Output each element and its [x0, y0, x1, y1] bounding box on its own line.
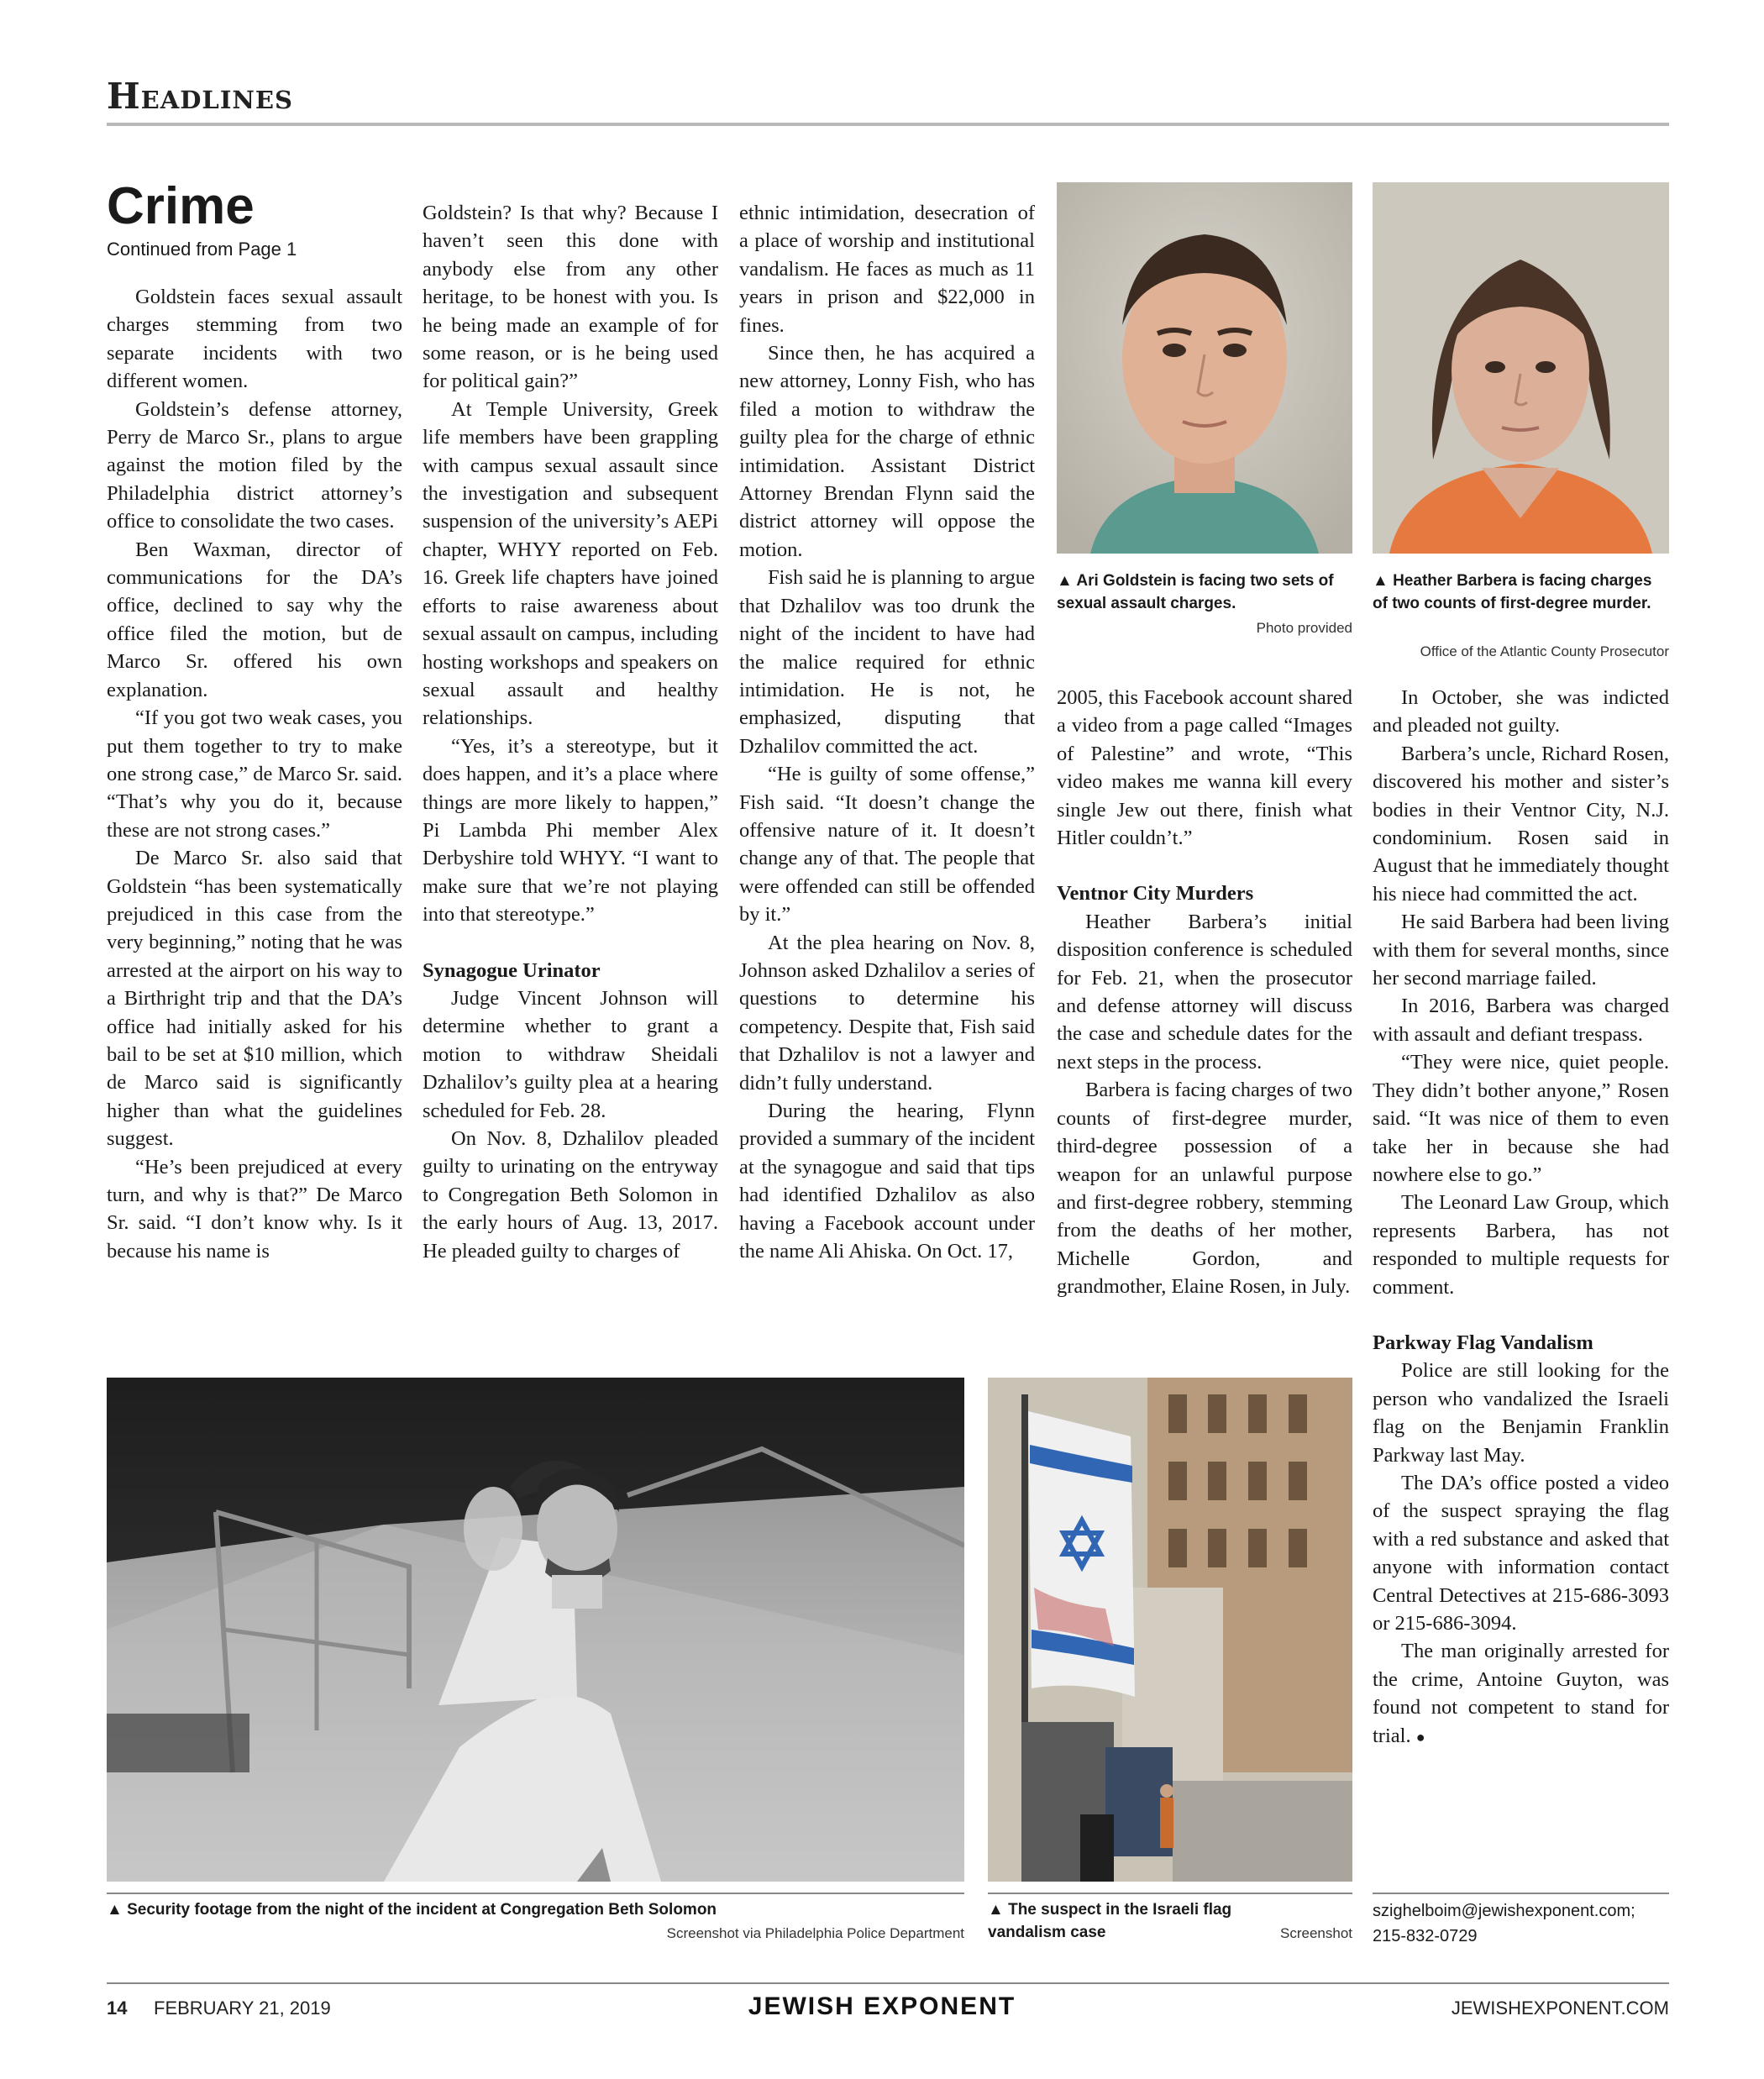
paragraph: “If you got two weak cases, you put them together to try to make one strong case,” de Marco Sr. said. “That’s why you do it, because these are not strong cases.”	[107, 706, 402, 842]
security-caption-rule	[107, 1893, 964, 1894]
paragraph: He said Barbera had been living with them for several months, since her second marriage failed.	[1373, 911, 1669, 990]
paragraph: Ben Waxman, director of communications for the DA’s office, declined to say why the office filed the motion, but de Marco Sr. offered his own explanation.	[107, 538, 402, 701]
barbera-portrait-image	[1373, 182, 1669, 554]
paragraph: On Nov. 8, Dzhalilov pleaded guilty to urinating on the entryway to Congregation Beth Solomon in the early hours of Aug. 13, 2017. He pleaded guilty to charges of	[423, 1127, 718, 1263]
paragraph: In 2016, Barbera was charged with assault and defiant trespass.	[1373, 995, 1669, 1046]
goldstein-credit: Photo provided	[1256, 620, 1352, 636]
paragraph	[1373, 1637, 1669, 1751]
author-email[interactable]: szighelboim@jewishexponent.com;	[1373, 1902, 1635, 1920]
paragraph: Fish said he is planning to argue that Dzhalilov was too drunk the night of the incident to have had the malice required for ethnic intimidation. He is not, he emphasized, disputing that Dzhalilov committed the act.	[739, 566, 1035, 758]
flag-vandalism-photo	[988, 1378, 1352, 1882]
paragraph: Goldstein? Is that why? Because I haven’t seen this done with anybody else from any other heritage, to be honest with you. Is he being made an example of for some reason, or is he being used for political gain?”	[423, 202, 718, 393]
paragraph: Goldstein’s defense attorney, Perry de Marco Sr., plans to argue against the motion filed by the Philadelphia district attorney’s office to consolidate the two cases.	[107, 397, 402, 533]
text-column-2	[423, 199, 718, 1265]
publication-name: JEWISH EXPONENT	[748, 1992, 1016, 2020]
paragraph: Barbera’s uncle, Richard Rosen, discovered his mother and sister’s bodies in their Ventnor City, N.J. condominium. Rosen said in August that he immediately thought his niece had committed the act.	[1373, 742, 1669, 906]
paragraph: The Leonard Law Group, which represents Barbera, has not responded to multiple requests for comment.	[1373, 1191, 1669, 1299]
paragraph: “He is guilty of some offense,” Fish said. “It doesn’t change the offensive nature of it. It doesn’t change any of that. The people that were offended can still be offended by it.”	[739, 763, 1035, 927]
website[interactable]: JEWISHEXPONENT.COM	[1451, 1998, 1669, 2019]
flag-caption-rule	[988, 1893, 1352, 1894]
paragraph: The DA’s office posted a video of the suspect spraying the flag with a red substance and asked that anyone with information contact Central Detectives at 215-686-3093 or 215-686-3094.	[1373, 1471, 1669, 1635]
paragraph: At Temple University, Greek life members have been grappling with campus sexual assault since the investigation and subsequent suspension of the university’s AEPi chapter, WHYY reported on Feb. 16. Greek life chapters have joined efforts to raise awareness about sexual assault on campus, including hosting workshops and speakers on sexual assault and healthy relationships.	[423, 397, 718, 730]
security-caption: ▲ Security footage from the night of the incident at Congregation Beth Solomon	[107, 1901, 717, 1919]
barbera-photo	[1373, 182, 1669, 554]
article-headline: Crime	[107, 177, 255, 235]
author-phone: 215-832-0729	[1373, 1927, 1478, 1945]
text-column-1	[107, 283, 402, 1265]
issue-date: FEBRUARY 21, 2019	[154, 1998, 331, 2019]
text-column-4	[1057, 684, 1352, 1301]
continued-from: Continued from Page 1	[107, 239, 297, 260]
paragraph: “He’s been prejudiced at every turn, and why is that?” De Marco Sr. said. “I don’t know why. Is it because his name is	[107, 1155, 402, 1263]
paragraph: De Marco Sr. also said that Goldstein “has been systematically prejudiced in this case from the very beginning,” noting that he was arrested at the airport on his way to a Birthright trip and that the DA’s office had initially asked for his bail to be set at $10 million, which de Marco said is significantly higher than what the guidelines suggest.	[107, 847, 402, 1151]
paragraph: 2005, this Facebook account shared a video from a page called “Images of Palestine” and wrote, “This video makes me wanna kill every single Jew out there, finish what Hitler couldn’t.”	[1057, 686, 1352, 850]
flag-caption: ▲ The suspect in the Israeli flag vandalism case	[988, 1901, 1232, 1941]
subhead-parkway-flag-vandalism: Parkway Flag Vandalism	[1373, 1331, 1593, 1354]
contact-rule	[1373, 1893, 1669, 1894]
text-column-5	[1373, 684, 1669, 1751]
paragraph: During the hearing, Flynn provided a summary of the incident at the synagogue and said that tips had identified Dzhalilov as also having a Facebook account under the name Ali Ahiska. On Oct. 17,	[739, 1100, 1035, 1263]
security-credit: Screenshot via Philadelphia Police Department	[666, 1925, 964, 1941]
barbera-caption: ▲ Heather Barbera is facing charges of two counts of first-degree murder.	[1373, 572, 1652, 612]
footer-divider	[107, 1982, 1669, 1984]
subhead-synagogue-urinator: Synagogue Urinator	[423, 958, 601, 982]
paragraph: Heather Barbera’s initial disposition conference is scheduled for Feb. 21, when the prosecutor and defense attorney will discuss the case and schedule dates for the next steps in the process.	[1057, 910, 1352, 1074]
end-mark: ●	[1415, 1728, 1425, 1746]
paragraph: Since then, he has acquired a new attorney, Lonny Fish, who has filed a motion to withdraw the guilty plea for the charge of ethnic intimidation. Assistant District Attorney Brendan Flynn said the district attorney will oppose the motion.	[739, 342, 1035, 561]
barbera-credit: Office of the Atlantic County Prosecutor	[1420, 643, 1669, 659]
section-title: Headlines	[107, 76, 293, 117]
paragraph: “They were nice, quiet people. They didn’t bother anyone,” Rosen said. “It was nice of them to even take her in because she had nowhere else to go.”	[1373, 1051, 1669, 1186]
paragraph: Goldstein faces sexual assault charges stemming from two separate incidents with two different women.	[107, 286, 402, 393]
paragraph: At the plea hearing on Nov. 8, Johnson asked Dzhalilov a series of questions to determine his competency. Despite that, Fish said that Dzhalilov is not a lawyer and didn’t fully understand.	[739, 931, 1035, 1095]
paragraph-text: The man originally arrested for the crime, Antoine Guyton, was found not competent to stand for trial.	[1373, 1640, 1669, 1747]
author-contact	[1373, 1898, 1635, 1949]
page-number: 14	[107, 1998, 128, 2019]
flag-vandalism-image	[988, 1378, 1352, 1882]
paragraph: In October, she was indicted and pleaded not guilty.	[1373, 686, 1669, 738]
goldstein-caption: ▲ Ari Goldstein is facing two sets of sexual assault charges.	[1057, 572, 1334, 612]
goldstein-photo	[1057, 182, 1352, 554]
goldstein-portrait-image	[1057, 182, 1352, 554]
section-divider	[107, 123, 1669, 126]
paragraph: “Yes, it’s a stereotype, but it does happen, and it’s a place where things are more likely to happen,” Pi Lambda Phi member Alex Derbyshire told WHYY. “I want to make sure that we’re not playing into that stereotype.”	[423, 734, 718, 927]
subhead-ventnor-city-murders: Ventnor City Murders	[1057, 882, 1254, 906]
paragraph: ethnic intimidation, desecration of a place of worship and institutional vandalism. He faces as much as 11 years in prison and $22,000 in fines.	[739, 202, 1035, 337]
paragraph: Police are still looking for the person who vandalized the Israeli flag on the Benjamin Franklin Parkway last May.	[1373, 1359, 1669, 1467]
paragraph: Barbera is facing charges of two counts of first-degree murder, third-degree possession of a weapon for an unlawful purpose and first-degree robbery, stemming from the deaths of her mother, Michelle Gordon, and grandmother, Elaine Rosen, in July.	[1057, 1079, 1352, 1299]
security-footage-image	[107, 1378, 964, 1882]
security-footage-photo	[107, 1378, 964, 1882]
paragraph: Judge Vincent Johnson will determine whether to grant a motion to withdraw Sheidali Dzhalilov’s guilty plea at a hearing scheduled for Feb. 28.	[423, 986, 718, 1122]
flag-credit: Screenshot	[1280, 1925, 1352, 1941]
text-column-3	[739, 199, 1035, 1265]
